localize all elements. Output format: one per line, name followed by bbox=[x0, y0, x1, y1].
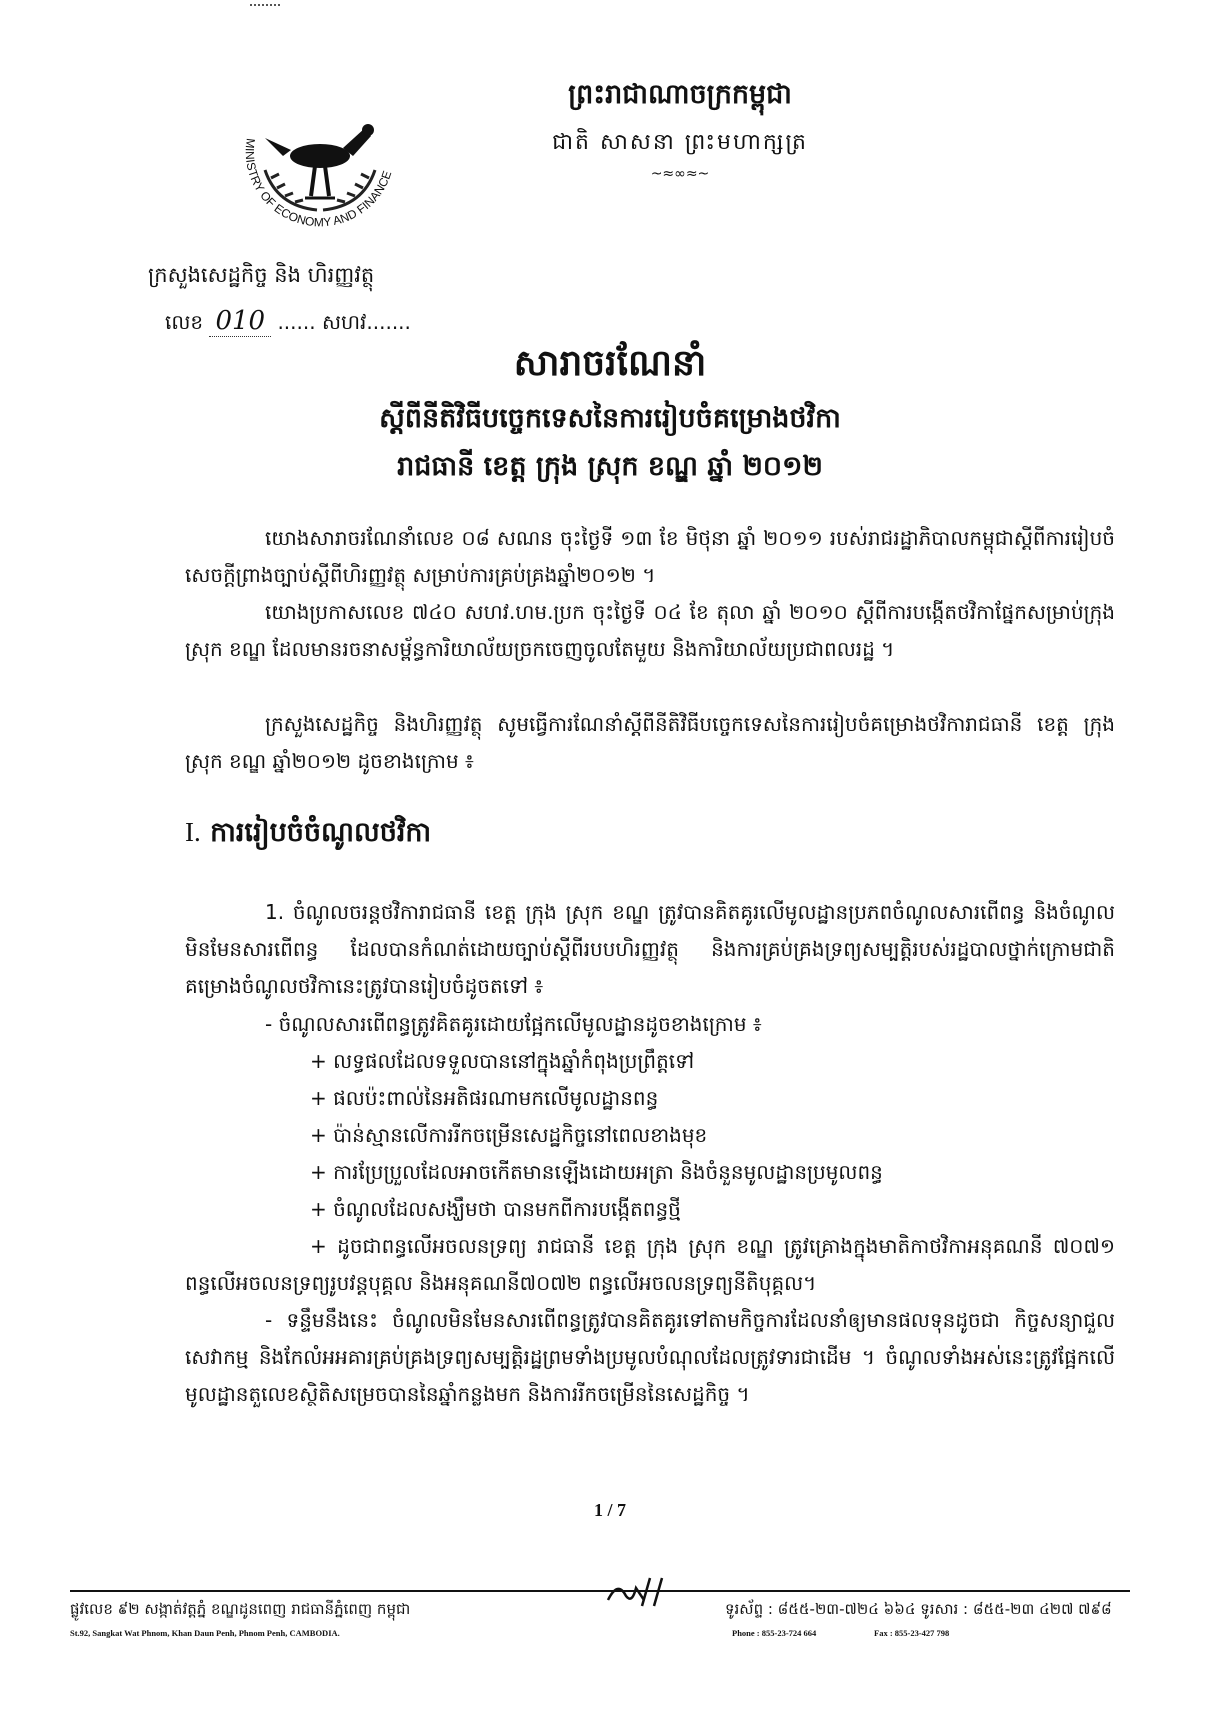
footer-contact-km: ទូរស័ព្ទ : ៨៥៥-២៣-៧២៤ ៦៦៤ ទូរសារ : ៨៥៥-២៣ ៤២៧ ៧៩៨ bbox=[725, 1600, 1112, 1618]
plus-item-2: + ផលប៉ះពាល់នៃអតិផរណាមកលើមូលដ្ឋានពន្ធ bbox=[310, 1086, 659, 1110]
section-heading bbox=[185, 816, 431, 855]
section-number: I. bbox=[185, 817, 201, 847]
plus-item-3: + ប៉ាន់ស្មានលើការរីកចម្រើនសេដ្ឋកិច្ចនៅពេលខាងមុខ bbox=[310, 1123, 708, 1147]
ministry-name: ក្រសួងសេដ្ឋកិច្ច និង ហិរញ្ញវត្ថុ bbox=[148, 263, 375, 287]
signature-initials bbox=[600, 1570, 680, 1610]
dash-item-tax-revenue: - ចំណូលសារពើពន្ធត្រូវគិតគូរដោយផ្អែកលើមូលដ្ឋានដូចខាងក្រោម ៖ bbox=[265, 1012, 762, 1036]
scan-mark bbox=[250, 4, 280, 6]
page-number: 1 / 7 bbox=[593, 1500, 626, 1520]
footer-phone-en: Phone : 855-23-724 664 bbox=[732, 1628, 817, 1638]
dash-item-non-tax-revenue: - ទន្ទឹមនឹងនេះ ចំណូលមិនមែនសារពើពន្ធត្រូវបានគិតគូរទៅតាមកិច្ចការដែលនាំឲ្យមានផលទុនដូចជា កិច្ចសន្យាជួល សេវាកម្ម និងកែលំអអគារគ្រប់គ្រងទ្រព្យសម្បត្តិរដ្ឋព្រមទាំងប្រមូលបំណុលដែលត្រូវទារជាដើម ។ ចំណូលទាំងអស់នេះត្រូវផ្អែកលើមូលដ្ឋានតួលេខស្ថិតិសម្រេចបាននៃឆ្នាំកន្លងមក និងការរីកចម្រើននៃសេដ្ឋកិច្ច ។ bbox=[185, 1308, 1115, 1406]
plus-item-4: + ការប្រែប្រួលដែលអាចកើតមានឡើងដោយអត្រា និងចំនួនមូលដ្ឋានប្រមូលពន្ធ bbox=[310, 1160, 883, 1184]
letter-number-label: លេខ bbox=[165, 310, 204, 334]
plus-item-6: + ដូចជាពន្ធលើអចលនទ្រព្យ រាជធានី ខេត្ត ក្រុង ស្រុក ខណ្ឌ ត្រូវគ្រោងក្នុងមាតិកាថវិកាអនុគណនី ៧០៧១ ពន្ធលើអចលនទ្រព្យរូបវន្តបុគ្គល និងអនុគណនី៧០៧២ ពន្ធលើអចលនទ្រព្យនីតិបុគ្គល។ bbox=[185, 1234, 1115, 1295]
footer-address-en: St.92, Sangkat Wat Phnom, Khan Daun Penh, Phnom Penh, CAMBODIA. bbox=[70, 1628, 340, 1638]
intro-paragraph: ក្រសួងសេដ្ឋកិច្ច និងហិរញ្ញវត្ថុ សូមធ្វើការណែនាំស្តីពីនីតិវិធីបច្ចេកទេសនៃការរៀបចំគម្រោងថវិការាជធានី ខេត្ត ក្រុង ស្រុក ខណ្ឌ ឆ្នាំ២០១២ ដូចខាងក្រោម ៖ bbox=[185, 712, 1115, 773]
document-title: សារាចរណែនាំ bbox=[513, 343, 707, 384]
plus-item-1: + លទ្ធផលដែលទទួលបាននៅក្នុងឆ្នាំកំពុងប្រព្រឹត្តទៅ bbox=[310, 1049, 695, 1073]
footer-fax-en: Fax : 855-23-427 798 bbox=[874, 1628, 950, 1638]
section-title: ការរៀបចំចំណូលថវិកា bbox=[210, 817, 432, 848]
reference-paragraph-2: យោងប្រកាសលេខ ៧៤០ សហវ.ហម.ប្រក ចុះថ្ងៃទី ០៤ ខែ តុលា ឆ្នាំ ២០១០ ស្តីពីការបង្កើតថវិកាផ្នែកសម្រាប់ក្រុង ស្រុក ខណ្ឌ ដែលមានរចនាសម្ព័ន្ធការិយាល័យច្រកចេញចូលតែមួយ និងការិយាល័យប្រជាពលរដ្ឋ ។ bbox=[185, 600, 1115, 661]
kingdom-heading: ព្រះរាជាណាចក្រកម្ពុជា bbox=[568, 79, 792, 110]
document-subtitle: ស្តីពីនីតិវិធីបច្ចេកទេសនៃការរៀបចំគម្រោងថវិកា bbox=[379, 403, 841, 434]
document-subtitle-scope: រាជធានី ខេត្ត ក្រុង ស្រុក ខណ្ឌ ឆ្នាំ ២០១២ bbox=[397, 451, 823, 482]
letter-number bbox=[165, 306, 411, 339]
reference-paragraph-1: យោងសារាចរណែនាំលេខ ០៨ សណន ចុះថ្ងៃទី ១៣ ខែ មិថុនា ឆ្នាំ ២០១១ របស់រាជរដ្ឋាភិបាលកម្ពុជាស្តីពីការរៀបចំសេចក្តីព្រាងច្បាប់ស្តីពីហិរញ្ញវត្ថុ សម្រាប់ការគ្រប់គ្រងឆ្នាំ២០១២ ។ bbox=[185, 526, 1115, 587]
ministry-seal bbox=[225, 78, 415, 253]
item-1-paragraph: 1. ចំណូលចរន្តថវិការាជធានី ខេត្ត ក្រុង ស្រុក ខណ្ឌ ត្រូវបានគិតគូរលើមូលដ្ឋានប្រភពចំណូលសារពើពន្ធ និងចំណូលមិនមែនសារពើពន្ធ ដែលបានកំណត់ដោយច្បាប់ស្តីពីរបបហិរញ្ញវត្ថុ និងការគ្រប់គ្រងទ្រព្យសម្បត្តិរបស់រដ្ឋបាលថ្នាក់ក្រោមជាតិ គម្រោងចំណូលថវិកានេះត្រូវបានរៀបចំដូចតទៅ ៖ bbox=[185, 900, 1115, 998]
national-motto: ជាតិ សាសនា ព្រះមហាក្សត្រ bbox=[552, 130, 808, 155]
seal-ring-text: MINISTRY OF ECONOMY AND FINANCE bbox=[242, 137, 395, 230]
letter-number-value: 010 bbox=[209, 306, 271, 337]
ornament-divider: ~≈∞≈~ bbox=[650, 166, 710, 182]
letter-number-suffix: ...... សហវ....... bbox=[277, 310, 411, 334]
footer-address-km: ផ្លូវលេខ ៩២ សង្កាត់វត្តភ្នំ ខណ្ឌដូនពេញ រាជធានីភ្នំពេញ កម្ពុជា bbox=[70, 1600, 411, 1618]
plus-item-5: + ចំណូលដែលសង្ឃឹមថា បានមកពីការបង្កើតពន្ធថ្មី bbox=[310, 1197, 681, 1221]
